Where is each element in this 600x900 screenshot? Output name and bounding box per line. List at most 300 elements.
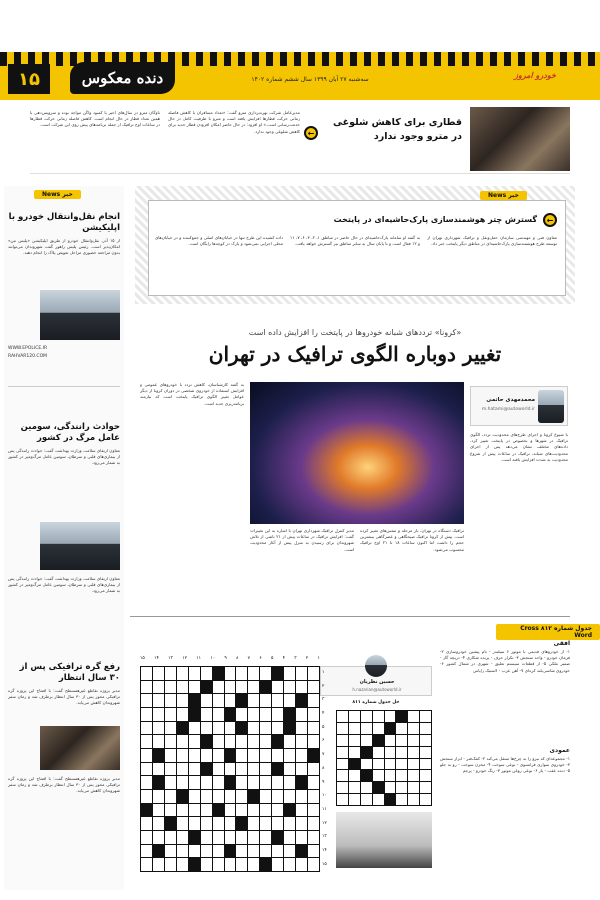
crossword-cell [248, 790, 259, 803]
crossword-cell [308, 722, 319, 735]
solution-cell [385, 747, 396, 758]
crossword-cell [260, 694, 271, 707]
row-number: ۹ [322, 779, 325, 785]
crossword-cell [260, 681, 271, 694]
solution-cell [396, 770, 407, 781]
crossword-cell [284, 790, 295, 803]
news-box-body-2: به گفته او سامانه پارک‌حاشیه‌ای در حال حاضر در مناطق ۱، ۲، ۳، ۶، ۷، ۱۱ و ۱۲ فعال است و تا پایان سال به سایر مناطق نیز گسترش خواهد یافت. [290, 235, 420, 247]
crossword-cell [272, 735, 283, 748]
solution-cell [385, 770, 396, 781]
crossword-cell [308, 776, 319, 789]
crossword-cell [236, 858, 247, 871]
crossword-cell [165, 817, 176, 830]
crossword-cell [165, 776, 176, 789]
crossword-author-name: حسین نظریان [359, 679, 395, 685]
crossword-cell [296, 776, 307, 789]
crossword-cell [272, 790, 283, 803]
crossword-cell [260, 776, 271, 789]
crossword-cell [189, 667, 200, 680]
crossword-cell [272, 763, 283, 776]
solution-cell [408, 711, 419, 722]
column-number: ۲ [305, 656, 309, 661]
crossword-cell [141, 708, 152, 721]
news-box-body-1: معاون فنی و مهندسی سازمان حمل‌ونقل و ترافیک شهرداری تهران از توسعه طرح هوشمندسازی پارک‌حاشیه‌ای در مناطق دیگر پایتخت خبر داد. [427, 235, 557, 247]
crossword-cell [201, 763, 212, 776]
solution-cell [337, 759, 348, 770]
crossword-cell [177, 858, 188, 871]
solution-cell [373, 747, 384, 758]
crossword-cell [248, 831, 259, 844]
solution-cell [373, 770, 384, 781]
solution-cell [361, 770, 372, 781]
solution-cell [361, 735, 372, 746]
crossword-col-numbers [140, 656, 320, 664]
crossword-cell [260, 858, 271, 871]
crossword-cell [165, 681, 176, 694]
solution-cell [349, 723, 360, 734]
crossword-cell [296, 667, 307, 680]
crossword-cell [201, 776, 212, 789]
crossword-cell [308, 845, 319, 858]
solution-cell [349, 782, 360, 793]
crossword-cell [308, 694, 319, 707]
solution-cell [361, 747, 372, 758]
crossword-row-numbers [322, 666, 332, 872]
row-number: ۶ [322, 738, 325, 744]
crossword-cell [177, 804, 188, 817]
solution-cell [408, 782, 419, 793]
sidebar-story-2-body: معاون ارتقای سلامت وزارت بهداشت گفت: حوادث رانندگی پس از بیماری‌های قلبی و سرطان، سومین عامل مرگ‌ومیر در کشور به شمار می‌رود. [8, 448, 120, 466]
crossword-author-box [320, 666, 432, 696]
crossword-cell [141, 681, 152, 694]
solution-cell [385, 711, 396, 722]
crossword-cell [308, 831, 319, 844]
crossword-cell [272, 681, 283, 694]
crossword-cell [296, 831, 307, 844]
crossword-cell [296, 708, 307, 721]
sidebar-story-3-body: مدیر پروژه تقاطع غیرهمسطح گفت: با افتتاح این پروژه گره ترافیکی محور پس از ۳۰ سال انتظار برطرف شد و زمان سفر شهروندان کاهش می‌یابد. [8, 688, 120, 706]
arrow-left-icon: ← [304, 126, 318, 140]
news-box-headline: گسترش چتر هوشمندسازی پارک‌حاشیه‌ای در پایتخت [333, 215, 537, 224]
crossword-cell [141, 749, 152, 762]
crossword-cell [225, 735, 236, 748]
crossword-cell [248, 681, 259, 694]
crossword-cell [213, 681, 224, 694]
crossword-cell [260, 763, 271, 776]
crossword-cell [177, 722, 188, 735]
crossword-cell [225, 804, 236, 817]
sidebar-divider [8, 386, 120, 387]
main-story-col-3: مدیر کنترل ترافیک شهرداری تهران با اشاره به این تغییرات گفت: افزایش ترافیک در ساعات پیش از ۲۱ ناشی از تلاش شهروندان برای رسیدن به منزل پیش از آغاز محدودیت است. [250, 528, 354, 552]
crossword-cell [165, 722, 176, 735]
row-number: ۱۰ [322, 793, 327, 799]
crossword-cell [165, 708, 176, 721]
column-number: ۷ [247, 656, 251, 661]
crossword-cell [260, 667, 271, 680]
crossword-cell [201, 735, 212, 748]
top-story-headline-2: در مترو وجود ندارد [373, 131, 462, 142]
crossword-cell [284, 804, 295, 817]
crossword-cell [308, 749, 319, 762]
crossword-clues [440, 640, 570, 880]
crossword-cell [248, 735, 259, 748]
crossword-cell [141, 804, 152, 817]
crossword-cell [225, 817, 236, 830]
solution-cell [396, 723, 407, 734]
solution-cell [408, 747, 419, 758]
crossword-cell [189, 858, 200, 871]
crossword-cell [236, 708, 247, 721]
crossword-cell [153, 858, 164, 871]
crossword-cell [296, 735, 307, 748]
solution-cell [361, 794, 372, 805]
top-story-headline-1: قطاری برای کاهش شلوغی [333, 117, 462, 128]
solution-cell [337, 747, 348, 758]
crossword-cell [213, 694, 224, 707]
crossword-cell [213, 708, 224, 721]
crossword-cell [177, 831, 188, 844]
crossword-cell [296, 845, 307, 858]
solution-cell [337, 782, 348, 793]
crossword-cell [296, 722, 307, 735]
crossword-cell [201, 722, 212, 735]
solution-cell [361, 759, 372, 770]
sidebar-story-2-title: حوادث رانندگی، سومین عامل مرگ در کشور [20, 422, 120, 443]
crossword-cell [225, 845, 236, 858]
sidebar-story-3-title: رفع گره ترافیکی پس از ۳۰ سال انتظار [19, 662, 120, 683]
crossword-cell [248, 763, 259, 776]
solution-cell [408, 759, 419, 770]
crossword-cell [189, 749, 200, 762]
crossword-cell [177, 790, 188, 803]
crossword-cell [272, 776, 283, 789]
crossword-cell [248, 722, 259, 735]
column-number: ۱۲ [182, 656, 188, 661]
crossword-cell [201, 681, 212, 694]
column-number: ۱ [317, 656, 320, 661]
top-story-headline [312, 116, 462, 144]
solution-cell [420, 782, 431, 793]
tehran-night-traffic-photo [250, 382, 464, 524]
vertical-clues-title: عمودی [549, 747, 570, 754]
crossword-cell [165, 804, 176, 817]
arrow-left-icon: ← [543, 213, 557, 227]
crossword-cell [141, 776, 152, 789]
solution-cell [337, 711, 348, 722]
solution-cell [373, 735, 384, 746]
solution-cell [373, 723, 384, 734]
crossword-cell [213, 667, 224, 680]
crossword-cell [225, 831, 236, 844]
crossword-cell [153, 831, 164, 844]
crossword-cell [213, 845, 224, 858]
solution-cell [396, 747, 407, 758]
crossword-cell [308, 735, 319, 748]
crossword-cell [201, 858, 212, 871]
sidebar-tag-label: خبر [62, 191, 73, 198]
crossword-cell [165, 858, 176, 871]
top-story [30, 104, 570, 174]
crossword-cell [284, 845, 295, 858]
crossword-cell [284, 817, 295, 830]
crossword-cell [189, 790, 200, 803]
dateline: سه‌شنبه ۲۷ آبان ۱۳۹۹ سال ششم شماره ۱۴۰۲ [251, 76, 369, 83]
crossword-cell [165, 831, 176, 844]
row-number: ۱۵ [322, 861, 327, 867]
author-name: محمدمهدی حاتمی [486, 397, 535, 403]
crossword-cell [213, 858, 224, 871]
row-number: ۷ [322, 752, 325, 758]
sidebar-tag [34, 190, 81, 199]
top-story-body-1: مدیرعامل شرکت بهره‌برداری مترو گفت: «تعداد مسافران با کاهش فاصله زمانی حرکت قطارها افزایش یافته است و مترو با ظرفیت کامل در حال خدمت‌رسانی است.» او افزود: در حال حاضر امکان افزودن قطار جدید برای کاهش شلوغی وجود ندارد. [168, 110, 300, 134]
crossword-cell [189, 845, 200, 858]
solution-cell [361, 711, 372, 722]
solution-cell [349, 747, 360, 758]
crossword-cell [141, 694, 152, 707]
crossword-cell [236, 817, 247, 830]
metro-crowd-photo [470, 107, 570, 171]
crossword-cell [284, 858, 295, 871]
crossword-cell [177, 845, 188, 858]
overpass-photo [40, 726, 120, 770]
health-official-photo [40, 522, 120, 570]
solution-cell [420, 794, 431, 805]
crossword-cell [308, 790, 319, 803]
news-box-body-3: داده کشیده این طرح تنها در خیابان‌های اصلی و جمع‌کننده و در خیابان‌های محلی اجرایی نمی‌شود و پارک در کوچه‌ها رایگان است. [155, 235, 283, 247]
author-box [470, 386, 568, 426]
crossword-cell [153, 681, 164, 694]
crossword-cell [189, 831, 200, 844]
column-number: ۶ [259, 656, 262, 661]
solution-cell [361, 782, 372, 793]
crossword-cell [308, 708, 319, 721]
crossword-cell [177, 749, 188, 762]
solution-cell [385, 782, 396, 793]
solution-label: حل جدول شماره ۸۱۱ [352, 700, 400, 705]
crossword-cell [201, 831, 212, 844]
crossword-cell [153, 804, 164, 817]
crossword-cell [189, 708, 200, 721]
crossword-cell [248, 776, 259, 789]
solution-cell [337, 794, 348, 805]
crossword-cell [165, 845, 176, 858]
solution-cell [337, 735, 348, 746]
crossword-cell [308, 858, 319, 871]
author-email: m.hatami@autoworld.ir [481, 407, 535, 412]
solution-cell [385, 723, 396, 734]
main-story-kicker: «کرونا» ترددهای شبانه خودروها در پایتخت را افزایش داده است [248, 328, 462, 337]
crossword-cell [284, 708, 295, 721]
page-number: ۱۵ [8, 64, 50, 94]
crossword-cell [213, 790, 224, 803]
crossword-cell [308, 817, 319, 830]
crossword-cell [153, 763, 164, 776]
crossword-cell [141, 817, 152, 830]
column-number: ۳ [294, 656, 297, 661]
crossword-cell [272, 722, 283, 735]
crossword-cell [153, 667, 164, 680]
crossword-cell [284, 776, 295, 789]
solution-cell [408, 723, 419, 734]
news-box-tag [480, 191, 527, 200]
crossword-cell [213, 763, 224, 776]
crossword-cell [165, 735, 176, 748]
crossword-cell [284, 735, 295, 748]
crossword-cell [153, 776, 164, 789]
top-story-body-2: ناوگان مترو در سال‌های اخیر با کمبود واگن مواجه بوده و سرویس‌دهی با همین تعداد قطار در حال انجام است. کاهش فاصله زمانی حرکت قطارها در ساعات اوج ترافیک از جمله برنامه‌های پیش روی این شرکت است. [30, 110, 160, 128]
column-number: ۵ [270, 656, 274, 661]
solution-cell [408, 735, 419, 746]
crossword-cell [153, 749, 164, 762]
crossword-cell [248, 667, 259, 680]
crossword-cell [308, 804, 319, 817]
solution-cell [349, 794, 360, 805]
crossword-cell [260, 735, 271, 748]
solution-cell [408, 794, 419, 805]
crossword-cell [177, 708, 188, 721]
crossword-cell [296, 804, 307, 817]
crossword-cell [236, 735, 247, 748]
crossword-cell [201, 708, 212, 721]
row-number: ۳ [322, 697, 325, 703]
column-number: ۱۰ [210, 656, 216, 661]
crossword-grid [140, 666, 320, 872]
sidebar-story-1-body: از ۱۵ آذر، نقل‌وانتقال خودرو از طریق اپلیکیشن «پلیس من» امکان‌پذیر است. رئیس پلیس راهور گفت شهروندان می‌توانند بدون مراجعه حضوری مراحل تعویض پلاک را انجام دهند. [8, 238, 120, 256]
row-number: ۲ [322, 683, 325, 689]
column-number: ۹ [224, 656, 227, 661]
column-number: ۴ [282, 656, 285, 661]
crossword-cell [248, 694, 259, 707]
crossword-cell [284, 667, 295, 680]
crossword-tag [496, 624, 600, 640]
crossword-cell [236, 681, 247, 694]
horizontal-clues: ۱- از خودروهای قدیمی با موتور ۶ سیلندر - نام پیشین خودروسازی ۲- فرمان خودرو - واحد سنجش ۳- تکرار حرف - پرنده شکاری ۴- دریچه گاز - ضمیر ملکی ۵- از قطعات سیستم تعلیق - شهری در شمال کشور ۶- خودروی شاسی‌بلند کره‌ای ۷- آهن عرب - لاستیک زاپاس [440, 649, 570, 673]
crossword-cell [177, 735, 188, 748]
crossword-cell [236, 776, 247, 789]
crossword-cell [236, 667, 247, 680]
news-box-tag-label: خبر [508, 192, 519, 199]
crossword-cell [141, 790, 152, 803]
crossword-cell [272, 667, 283, 680]
crossword-cell [201, 790, 212, 803]
crossword-cell [153, 708, 164, 721]
crossword-cell [213, 722, 224, 735]
crossword-cell [177, 763, 188, 776]
crossword-cell [272, 708, 283, 721]
solution-cell [420, 747, 431, 758]
main-story-col-1: با شیوع کرونا و اجرای طرح‌های محدودیت تردد، الگوی ترافیک در شهرها و بخصوص در پایتخت تغییر کرد. داده‌های مختلف نشان می‌دهد پس از اجرای محدودیت‌های شبانه، ترافیک در ساعات پیش از شروع محدودیت به شدت افزایش یافته است. [470, 432, 568, 462]
crossword-cell [236, 845, 247, 858]
row-number: ۵ [322, 724, 325, 730]
solution-cell [337, 770, 348, 781]
solution-grid [336, 710, 432, 806]
row-number: ۱۲ [322, 820, 327, 826]
crossword-cell [141, 831, 152, 844]
crossword-cell [177, 776, 188, 789]
crossword-cell [165, 667, 176, 680]
solution-cell [337, 723, 348, 734]
sidebar-tag-latin: News [42, 191, 61, 198]
website-1: WWW.EPOLICE.IR [8, 346, 48, 351]
solution-cell [349, 770, 360, 781]
news-box-tag-latin: News [488, 192, 507, 199]
sidebar-story-1-title: انجام نقل‌وانتقال خودرو با اپلیکیشن [8, 212, 120, 233]
crossword-cell [153, 694, 164, 707]
solution-cell [396, 794, 407, 805]
crossword-cell [296, 763, 307, 776]
crossword-cell [189, 694, 200, 707]
solution-cell [396, 782, 407, 793]
crossword-cell [236, 694, 247, 707]
crossword-cell [201, 667, 212, 680]
row-number: ۱ [322, 670, 325, 675]
crossword-cell [189, 817, 200, 830]
crossword-cell [296, 749, 307, 762]
crossword-cell [296, 790, 307, 803]
row-number: ۴ [322, 711, 325, 717]
crossword-cell [177, 681, 188, 694]
solution-cell [396, 711, 407, 722]
column-numbers [140, 656, 320, 661]
crossword-tag-latin: Cross Word [520, 625, 592, 639]
crossword-cell [225, 708, 236, 721]
crossword-cell [296, 858, 307, 871]
solution-cell [373, 782, 384, 793]
crossword-cell [236, 749, 247, 762]
crossword-cell [272, 858, 283, 871]
crossword-cell [189, 681, 200, 694]
section-logo-text: دنده معکوس [81, 69, 164, 87]
horizontal-clues-title: افقی [553, 640, 570, 647]
crossword-cell [189, 735, 200, 748]
solution-cell [373, 711, 384, 722]
author-photo [538, 390, 564, 423]
crossword-cell [308, 667, 319, 680]
crossword-cell [272, 694, 283, 707]
crossword-cell [284, 681, 295, 694]
crossword-cell [260, 817, 271, 830]
crossword-divider [130, 616, 570, 617]
crossword-cell [308, 763, 319, 776]
solution-cell [349, 759, 360, 770]
crossword-cell [225, 694, 236, 707]
crossword-cell [189, 763, 200, 776]
brand-logo: خودرو امروز [514, 70, 556, 80]
solution-cell [420, 723, 431, 734]
solution-cell [420, 759, 431, 770]
solution-cell [373, 759, 384, 770]
crossword-cell [225, 790, 236, 803]
crossword-cell [284, 763, 295, 776]
crossword-cell [141, 845, 152, 858]
crossword-cell [260, 708, 271, 721]
crossword-cell [296, 817, 307, 830]
crossword-cell [189, 804, 200, 817]
crossword-cell [284, 749, 295, 762]
crossword-cell [153, 817, 164, 830]
news-box [148, 200, 566, 296]
crossword-cell [248, 708, 259, 721]
crossword-cell [189, 776, 200, 789]
main-story-col-2: ترافیک دستگاه در تهران، بار مرحله و تنفس‌های تغییر کرده است. پیش از کرونا ترافیک صبحگاهی و عصرگاهی بیشترین حجم را داشت اما اکنون ساعات ۱۸ تا ۲۱ اوج ترافیک محسوب می‌شود. [360, 528, 464, 552]
crossword-cell [236, 831, 247, 844]
crossword-cell [201, 804, 212, 817]
crossword-cell [213, 831, 224, 844]
crossword-cell [201, 694, 212, 707]
solution-cell [420, 770, 431, 781]
crossword-cell [272, 749, 283, 762]
crossword-cell [225, 722, 236, 735]
